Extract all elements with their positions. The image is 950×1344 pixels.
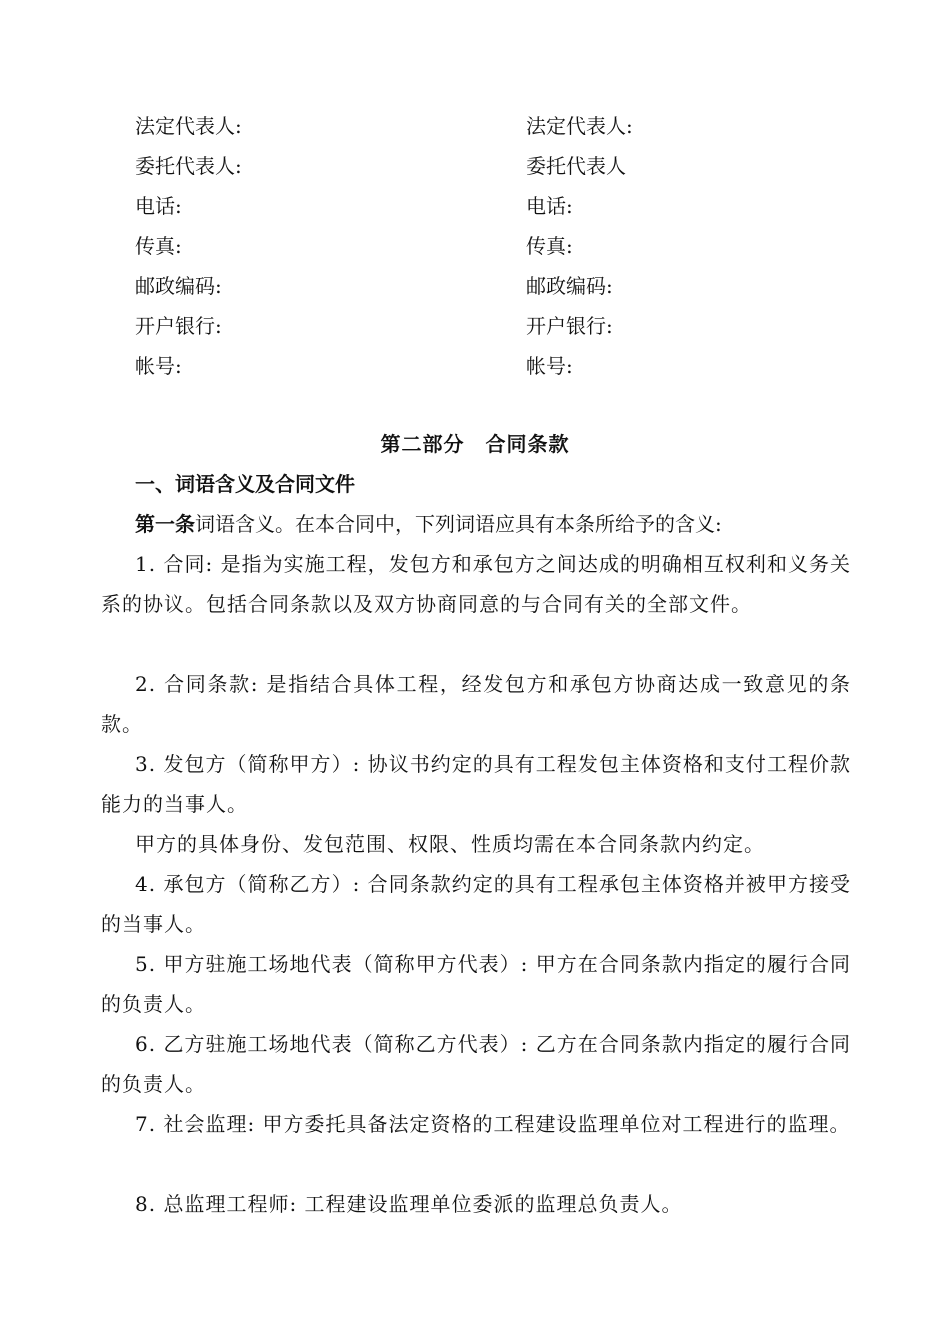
contact-row-account — [0, 346, 950, 386]
left-bank-label: 开户银行: — [135, 314, 222, 338]
contact-row-legal-rep — [0, 106, 950, 146]
clause-1: 1. 合同: 是指为实施工程，发包方和承包方之间达成的明确相互权利和义务关系的协议。包括合同条款以及双方协商同意的与合同有关的全部文件。 — [101, 552, 851, 616]
left-postcode-label: 邮政编码: — [135, 274, 222, 298]
clause-2: 2. 合同条款: 是指结合具体工程，经发包方和承包方协商达成一致意见的条款。 — [101, 672, 851, 736]
contact-row-agent — [0, 146, 950, 186]
clause-3-note: 甲方的具体身份、发包范围、权限、性质均需在本合同条款内约定。 — [135, 832, 765, 856]
contact-row-fax — [0, 226, 950, 266]
clause-4: 4. 承包方（简称乙方）: 合同条款约定的具有工程承包主体资格并被甲方接受的当事人。 — [101, 872, 851, 936]
right-bank-label: 开户银行: — [526, 314, 613, 338]
clause-6: 6. 乙方驻施工场地代表（简称乙方代表）: 乙方在合同条款内指定的履行合同的负责人。 — [101, 1032, 851, 1096]
left-agent-label: 委托代表人: — [135, 154, 242, 178]
contact-row-bank — [0, 306, 950, 346]
clause-8: 8. 总监理工程师: 工程建设监理单位委派的监理总负责人。 — [135, 1192, 683, 1216]
part-title: 第二部分 合同条款 — [380, 432, 570, 456]
right-legal-rep-label: 法定代表人: — [526, 114, 633, 138]
left-account-label: 帐号: — [135, 354, 182, 378]
right-account-label: 帐号: — [526, 354, 573, 378]
right-phone-label: 电话: — [526, 194, 573, 218]
article-1-label: 第一条 — [135, 512, 195, 536]
article-1 — [135, 504, 722, 544]
section-heading: 一、词语含义及合同文件 — [135, 472, 355, 496]
clause-5: 5. 甲方驻施工场地代表（简称甲方代表）: 甲方在合同条款内指定的履行合同的负责人。 — [101, 952, 851, 1016]
right-agent-label: 委托代表人 — [526, 154, 626, 178]
left-phone-label: 电话: — [135, 194, 182, 218]
contact-row-phone — [0, 186, 950, 226]
contact-info-block — [0, 106, 950, 386]
left-legal-rep-label: 法定代表人: — [135, 114, 242, 138]
contact-row-postcode — [0, 266, 950, 306]
left-fax-label: 传真: — [135, 234, 182, 258]
right-postcode-label: 邮政编码: — [526, 274, 613, 298]
article-1-text: 词语含义。在本合同中，下列词语应具有本条所给予的含义: — [195, 512, 722, 536]
clause-3: 3. 发包方（简称甲方）: 协议书约定的具有工程发包主体资格和支付工程价款能力的当事人。 — [101, 752, 851, 816]
clause-7: 7. 社会监理: 甲方委托具备法定资格的工程建设监理单位对工程进行的监理。 — [135, 1112, 851, 1136]
right-fax-label: 传真: — [526, 234, 573, 258]
